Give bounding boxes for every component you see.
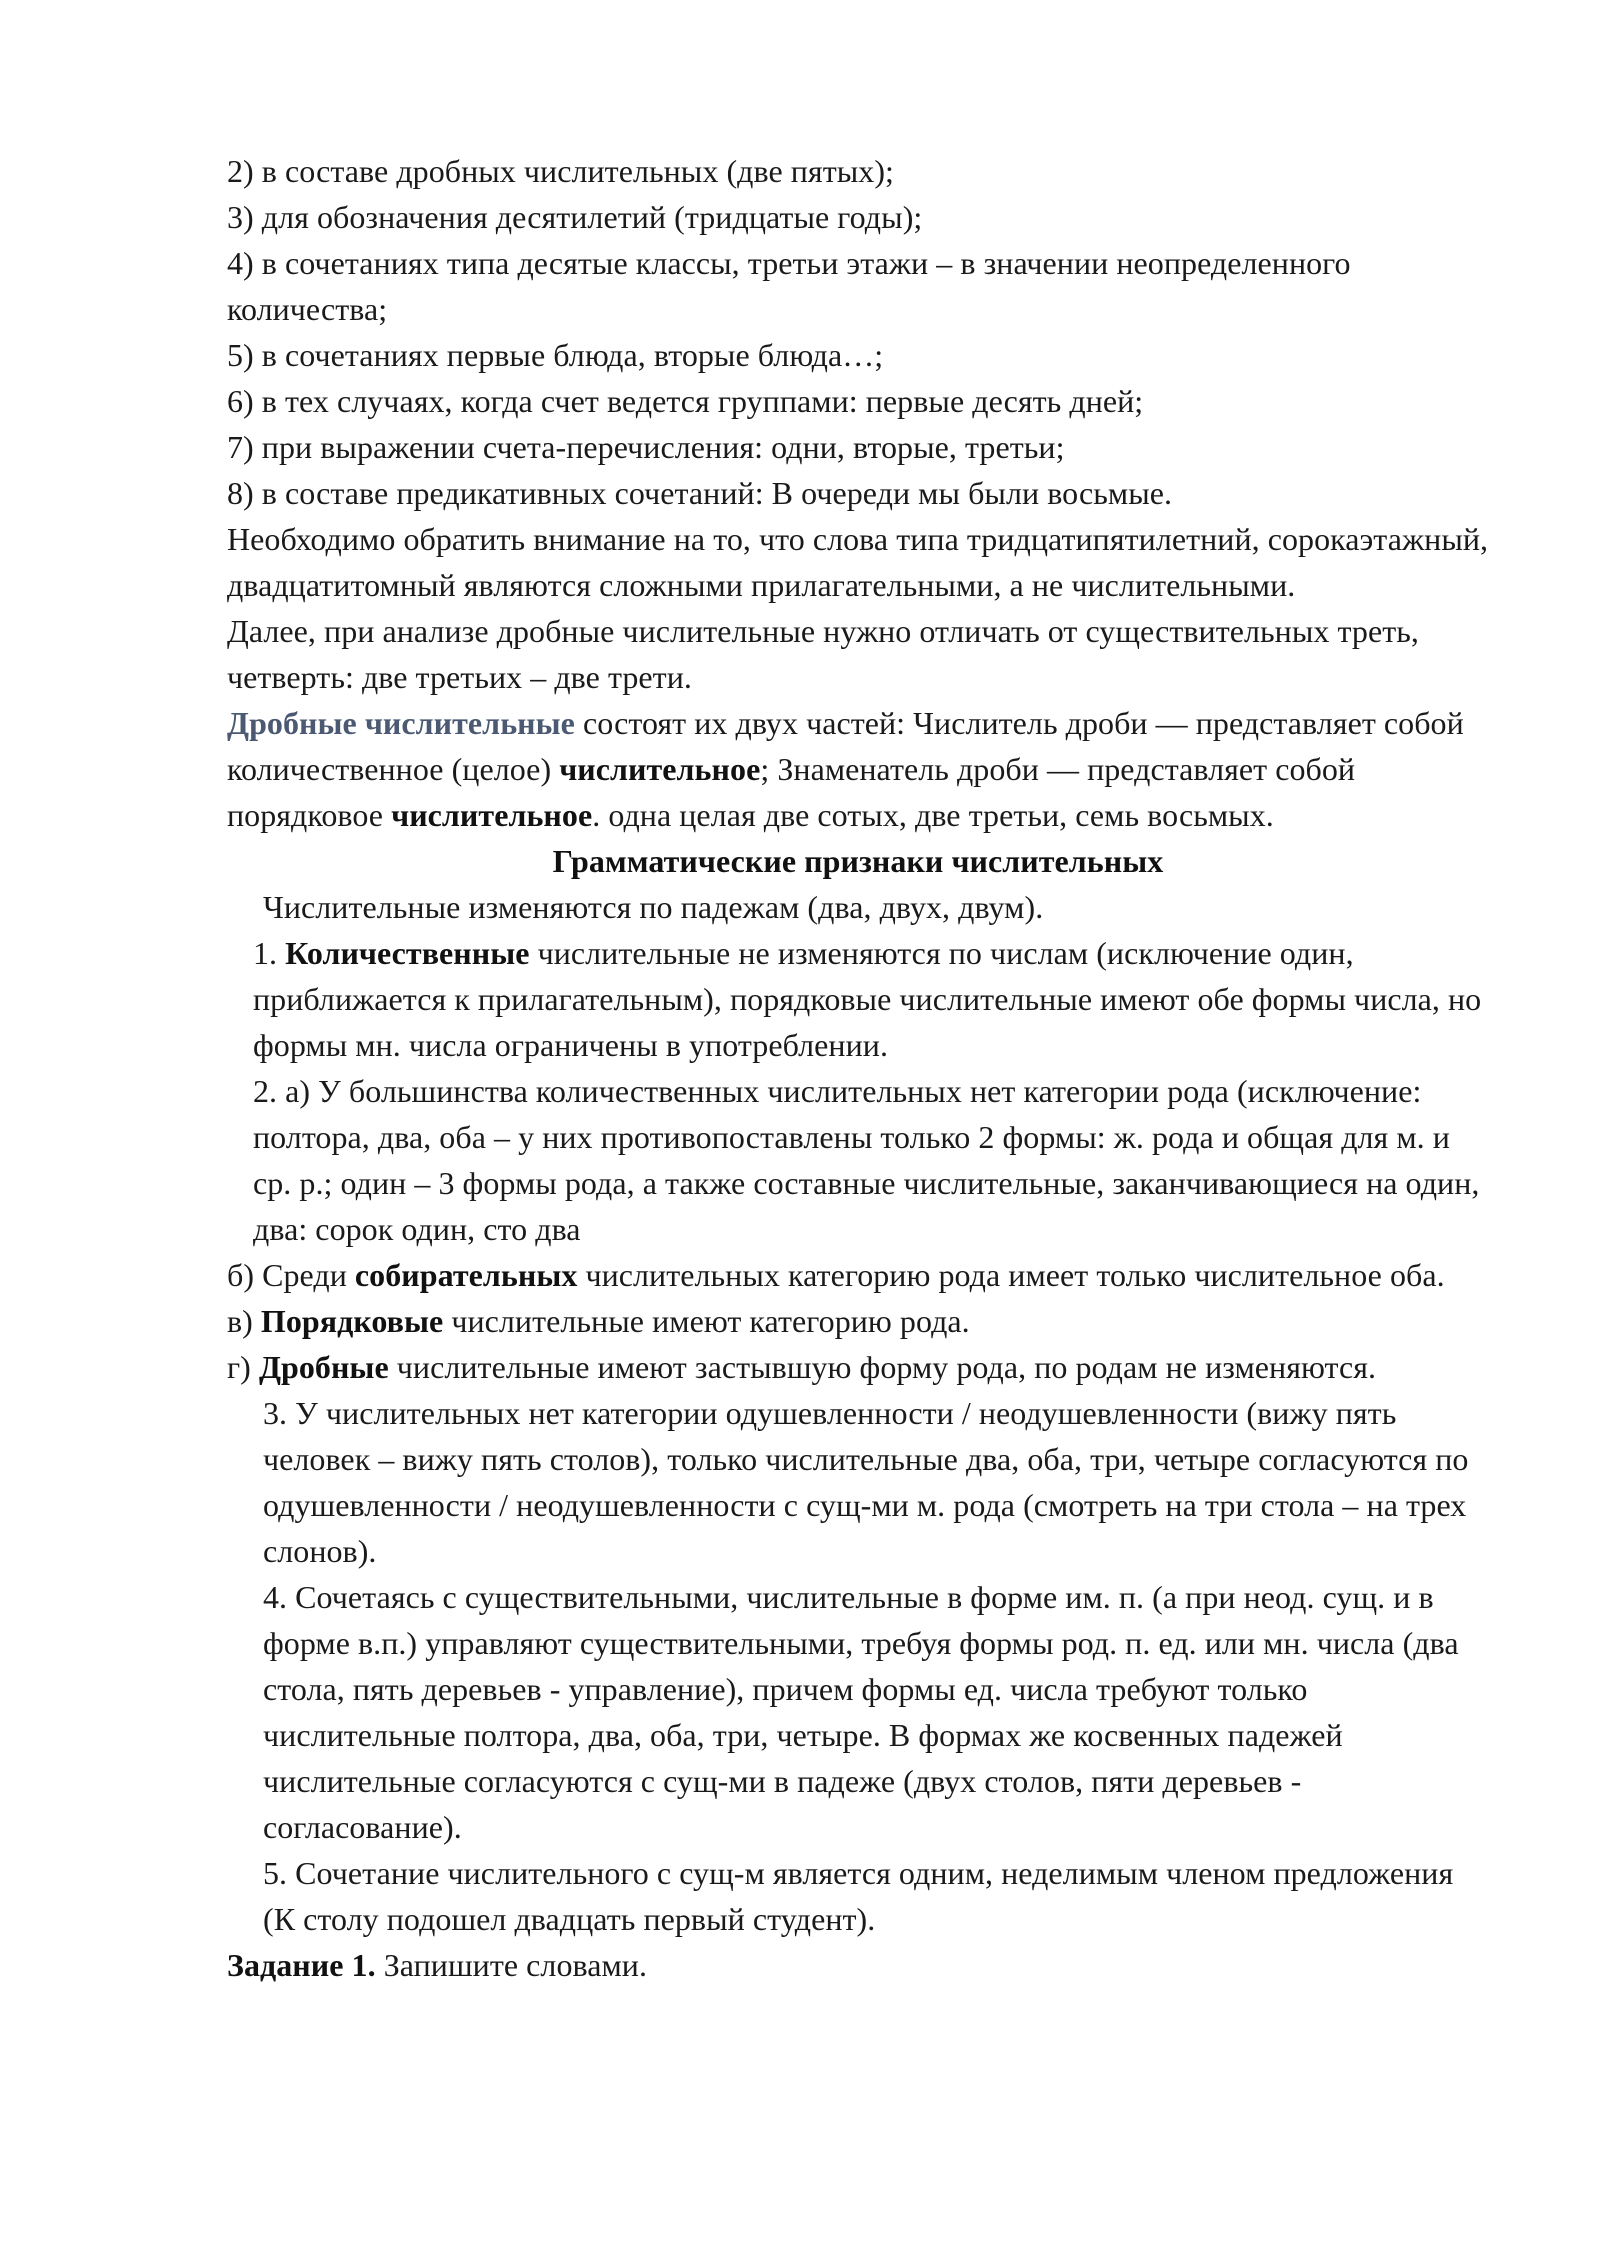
grammar-item-2v (227, 1298, 1489, 1344)
section-heading (227, 838, 1489, 884)
grammar-item-5: 5. Сочетание числительного с сущ-м является одним, неделимым членом предложения (К столу подошел двадцать первый студент). (263, 1855, 1454, 1937)
document-page (227, 148, 1489, 1988)
task-line (227, 1942, 1489, 1988)
paragraph-fractional-vs-nouns: Далее, при анализе дробные числительные нужно отличать от существительных треть, четверть: две третьих – две трети. (227, 613, 1419, 695)
grammar-item-2a: 2. а) У большинства количественных числительных нет категории рода (исключение: полтора, два, оба – у них противопоставлены только 2 формы: ж. рода и общая для м. и ср. р.; один – 3 формы рода, а также составные числительные, заканчивающиеся на один, два: сорок один, сто два (253, 1073, 1480, 1247)
bold-term: Дробные (258, 1349, 389, 1385)
item-prefix: б) Среди (227, 1257, 355, 1293)
grammar-item-1 (227, 930, 1489, 1068)
bold-term: числительное (391, 797, 593, 833)
grammar-item-2b (227, 1252, 1489, 1298)
item-text: числительные имеют застывшую форму рода, по родам не изменяются. (388, 1349, 1377, 1385)
list-item: 3) для обозначения десятилетий (тридцатые годы); (227, 199, 923, 235)
text-fragment: состоят их двух частей: Числитель дроби — представляет собой количественное (целое) (227, 705, 1464, 787)
task-label: Задание 1. (227, 1947, 376, 1983)
item-text: числительные не изменяются по числам (исключение один, приближается к прилагательным), порядковые числительные имеют обе формы числа, но формы мн. числа ограничены в употреблении. (253, 935, 1482, 1063)
bold-term: собирательных (354, 1257, 578, 1293)
list-item: 6) в тех случаях, когда счет ведется группами: первые десять дней; (227, 383, 1144, 419)
bold-term: Количественные (285, 935, 530, 971)
grammar-item-4: 4. Сочетаясь с существительными, числительные в форме им. п. (а при неод. сущ. и в форме в.п.) управляют существительными, требуя формы род. п. ед. или мн. числа (два стола, пять деревьев - управление), причем формы ед. числа требуют только числительные полтора, два, оба, три, четыре. В формах же косвенных падежей числительные согласуются с сущ-ми в падеже (двух столов, пяти деревьев - согласование). (263, 1579, 1459, 1845)
item-prefix: в) (227, 1303, 261, 1339)
paragraph-compound-adjectives: Необходимо обратить внимание на то, что слова типа тридцатипятилетний, сорокаэтажный, двадцатитомный являются сложными прилагательными, а не числительными. (227, 521, 1489, 603)
list-item: 5) в сочетаниях первые блюда, вторые блюда…; (227, 337, 884, 373)
item-number: 1. (253, 935, 286, 971)
text-fragment: ; Знаменатель дроби — представляет собой порядковое (227, 751, 1356, 833)
list-item: 4) в сочетаниях типа десятые классы, третьи этажи – в значении неопределенного количества; (227, 245, 1351, 327)
term-fractional-numerals: Дробные числительные (227, 705, 575, 741)
item-text: числительных категорию рода имеет только числительное оба. (577, 1257, 1445, 1293)
list-item: 7) при выражении счета-перечисления: одни, вторые, третьи; (227, 429, 1065, 465)
item-text: числительные имеют категорию рода. (443, 1303, 970, 1339)
paragraph-cases: Числительные изменяются по падежам (два, двух, двум). (263, 889, 1044, 925)
text-fragment: . одна целая две сотых, две третьи, семь восьмых. (592, 797, 1274, 833)
task-text: Запишите словами. (375, 1947, 648, 1983)
list-item: 8) в составе предикативных сочетаний: В очереди мы были восьмые. (227, 475, 1173, 511)
bold-term: числительное (559, 751, 761, 787)
item-prefix: г) (227, 1349, 259, 1385)
section-heading-text: Грамматические признаки числительных (552, 843, 1164, 879)
paragraph-fractional-numerals (227, 700, 1489, 838)
grammar-item-2g (227, 1344, 1489, 1390)
list-item: 2) в составе дробных числительных (две пятых); (227, 153, 894, 189)
grammar-item-3: 3. У числительных нет категории одушевленности / неодушевленности (вижу пять человек – вижу пять столов), только числительные два, оба, три, четыре согласуются по одушевленности / неодушевленности с сущ-ми м. рода (смотреть на три стола – на трех слонов). (263, 1395, 1469, 1569)
bold-term: Порядковые (260, 1303, 444, 1339)
